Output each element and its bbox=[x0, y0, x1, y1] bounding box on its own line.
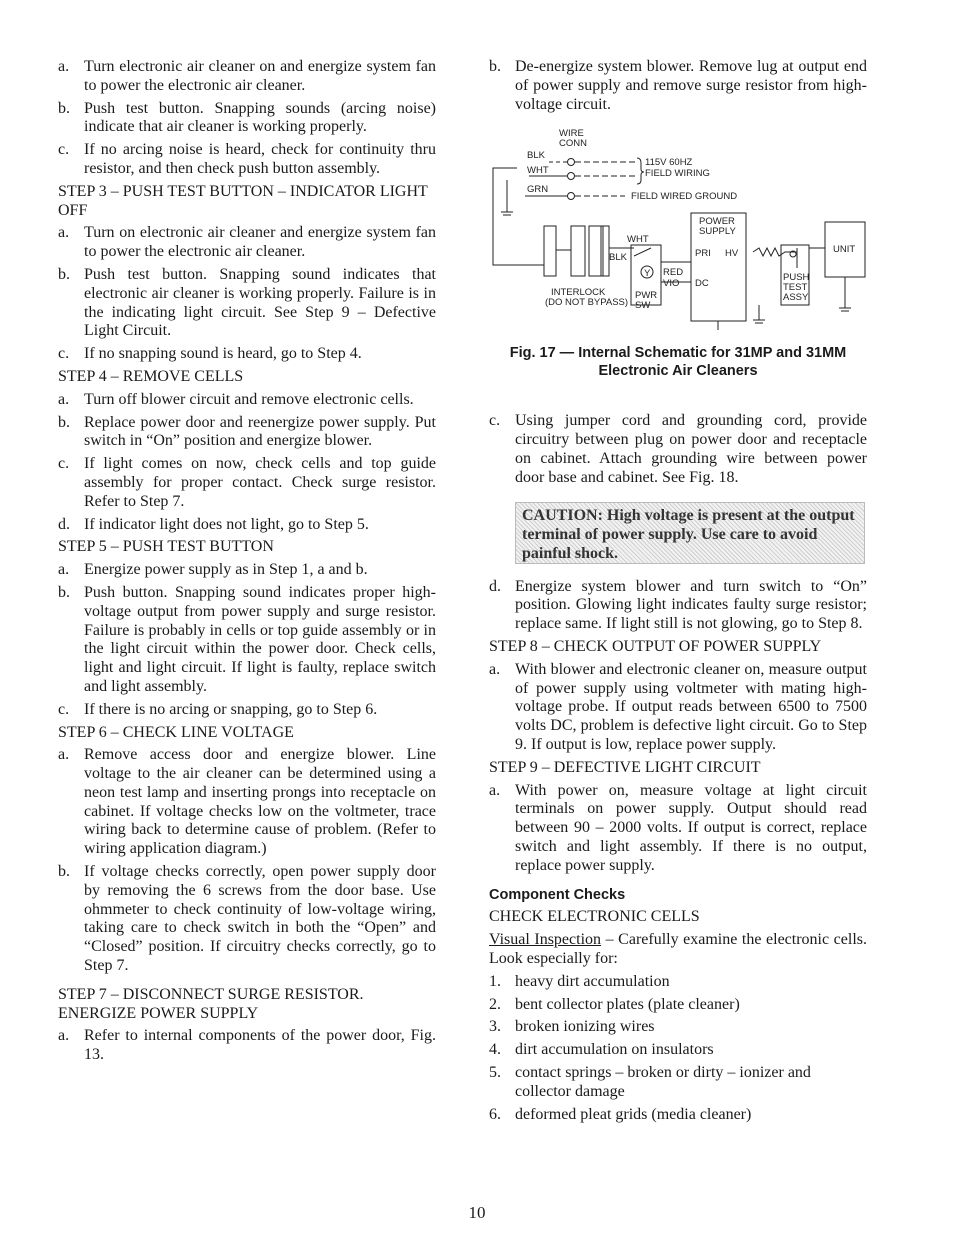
visual-inspection-paragraph: Visual Inspection – Carefully examine the electronic cells. Look especially for: bbox=[489, 931, 867, 967]
figure-caption: Fig. 17 — Internal Schematic for 31MP and 31MM Electronic Air Cleaners bbox=[509, 345, 847, 380]
field-wiring-label: 115V 60HZ bbox=[645, 157, 693, 169]
list-item: 6. deformed pleat grids (media cleaner) bbox=[489, 1105, 752, 1123]
left-column bbox=[58, 58, 436, 1069]
check-cells-heading: CHECK ELECTRONIC CELLS bbox=[489, 908, 700, 926]
power-supply-label: SUPPLY bbox=[699, 226, 736, 238]
hv-label: HV bbox=[725, 248, 739, 260]
unit-label: UNIT bbox=[833, 244, 856, 256]
list-item: c. If no arcing noise is heard, check for continuity thru resistor, and then check push button assembly. bbox=[58, 141, 436, 177]
list-item: b. Replace power door and reenergize power supply. Put switch in “On” position and energize blower. bbox=[58, 413, 436, 450]
component-checks-heading: Component Checks bbox=[489, 886, 626, 903]
list-item: 5. contact springs – broken or dirty – ionizer and collector damage bbox=[489, 1063, 811, 1100]
list-item: b. If voltage checks correctly, open power supply door by removing the 6 screws from the door base. Use ohmmeter to check continuity of low-voltage wiring, taking care to check switch in both the “Open” and “Closed” position. If circuitry checks correctly, go to Step 7. bbox=[58, 863, 436, 975]
step-9-heading: STEP 9 – DEFECTIVE LIGHT CIRCUIT bbox=[489, 758, 761, 776]
right-column bbox=[489, 58, 867, 1128]
pri-label: PRI bbox=[695, 248, 711, 260]
field-ground-label: FIELD WIRED GROUND bbox=[631, 191, 738, 203]
vio-label: VIO bbox=[663, 278, 680, 290]
push-test-label: PUSH bbox=[783, 272, 810, 284]
wire-conn-label: WIRE bbox=[559, 128, 584, 140]
dc-label: DC bbox=[695, 278, 709, 290]
wire-conn-label: CONN bbox=[559, 138, 587, 150]
list-item: a. With blower and electronic cleaner on, measure output of power supply using voltmeter with mating high-voltage probe. If output reads between 6500 to 7500 volts DC, problem is defective light circuit. Go to Step 9. If output is low, replace power supply. bbox=[489, 660, 867, 753]
pwr-sw-label: PWR bbox=[635, 290, 658, 302]
list-item: b. Push test button. Snapping sound indicates that electronic air cleaner is working properly. Failure is in the indicating light circuit. See Step 9 – Defective Light Circuit. bbox=[58, 265, 436, 340]
power-supply-label: POWER bbox=[699, 216, 735, 228]
list-item: c. Using jumper cord and grounding cord, provide circuitry between plug on power door and receptacle on cabinet. Attach grounding wire between power door base and cabinet. See Fig. 18. bbox=[489, 412, 867, 486]
list-item: 3. broken ionizing wires bbox=[489, 1018, 655, 1036]
list-item: 4. dirt accumulation on insulators bbox=[489, 1041, 714, 1059]
list-item: b. De-energize system blower. Remove lug at output end of power supply and remove surge resistor from high-voltage circuit. bbox=[489, 58, 867, 113]
list-item: b. Push button. Snapping sound indicates proper high-voltage output from power supply and surge resistor. Failure is probably in cells or top guide assembly or in the light circuit within the power door. Check cells, light and light circuit. If light is faulty, replace switch and light assembly. bbox=[58, 583, 436, 695]
step-5-heading: STEP 5 – PUSH TEST BUTTON bbox=[58, 538, 274, 556]
pwr-sw-label: SW bbox=[635, 300, 651, 312]
wht2-label: WHT bbox=[627, 234, 649, 246]
list-item: c. If no snapping sound is heard, go to Step 4. bbox=[58, 345, 362, 363]
red-label: RED bbox=[663, 267, 684, 279]
y-label: Y bbox=[644, 268, 651, 280]
grn-label: GRN bbox=[527, 184, 549, 196]
list-item: a. Turn off blower circuit and remove electronic cells. bbox=[58, 390, 414, 408]
interlock-label: (DO NOT BYPASS) bbox=[545, 297, 629, 309]
blk2-label: BLK bbox=[609, 252, 627, 264]
push-test-label: ASSY bbox=[783, 292, 809, 304]
list-item: c. If light comes on now, check cells and top guide assembly for proper contact. Check surge resistor. Refer to Step 7. bbox=[58, 455, 436, 510]
caution-box: CAUTION: High voltage is present at the output terminal of power supply. Use care to avoid painful shock. bbox=[515, 502, 865, 564]
list-item: c. If there is no arcing or snapping, go to Step 6. bbox=[58, 700, 378, 718]
interlock-label: INTERLOCK bbox=[551, 287, 606, 299]
list-item: 2. bent collector plates (plate cleaner) bbox=[489, 995, 740, 1013]
step-4-heading: STEP 4 – REMOVE CELLS bbox=[58, 367, 244, 385]
list-item: d. If indicator light does not light, go to Step 5. bbox=[58, 515, 369, 533]
field-wiring-label: FIELD WIRING bbox=[645, 168, 710, 180]
list-item: a. Energize power supply as in Step 1, a and b. bbox=[58, 561, 368, 579]
step-8-heading: STEP 8 – CHECK OUTPUT OF POWER SUPPLY bbox=[489, 637, 822, 655]
page-number: 10 bbox=[468, 1203, 486, 1222]
schematic-diagram bbox=[489, 120, 867, 330]
list-item: a. Turn on electronic air cleaner and energize system fan to power the electronic air cleaner. bbox=[58, 224, 436, 261]
list-item: a. Remove access door and energize blower. Line voltage to the air cleaner can be determined using a neon test lamp and inserting prongs into receptacle on cabinet. If voltage checks low on the voltmeter, trace wiring back to determine cause of problem. (Refer to wiring application diagram.) bbox=[58, 746, 436, 858]
list-item: 1. heavy dirt accumulation bbox=[489, 972, 670, 990]
list-item: d. Energize system blower and turn switch to “On” position. Glowing light indicates faulty surge resistor; replace same. If light still is not glowing, go to Step 8. bbox=[489, 577, 867, 633]
list-item: a. Refer to internal components of the power door, Fig. 13. bbox=[58, 1027, 436, 1064]
push-test-label: TEST bbox=[783, 282, 808, 294]
step-7-heading: STEP 7 – DISCONNECT SURGE RESISTOR. ENERGIZE POWER SUPPLY bbox=[58, 985, 364, 1022]
step-3-heading: STEP 3 – PUSH TEST BUTTON – INDICATOR LIGHT OFF bbox=[58, 182, 428, 219]
step-6-heading: STEP 6 – CHECK LINE VOLTAGE bbox=[58, 723, 294, 741]
blk-label: BLK bbox=[527, 150, 545, 162]
list-item: a. Turn electronic air cleaner on and energize system fan to power the electronic air cleaner. bbox=[58, 58, 436, 94]
list-item: b. Push test button. Snapping sounds (arcing noise) indicate that air cleaner is working properly. bbox=[58, 99, 436, 136]
list-item: a. With power on, measure voltage at light circuit terminals on power supply. Output should read between 90 – 2000 volts. If output is correct, replace switch and light assembly. If there is no output, replace power supply. bbox=[489, 781, 867, 874]
wht-label: WHT bbox=[527, 165, 549, 177]
